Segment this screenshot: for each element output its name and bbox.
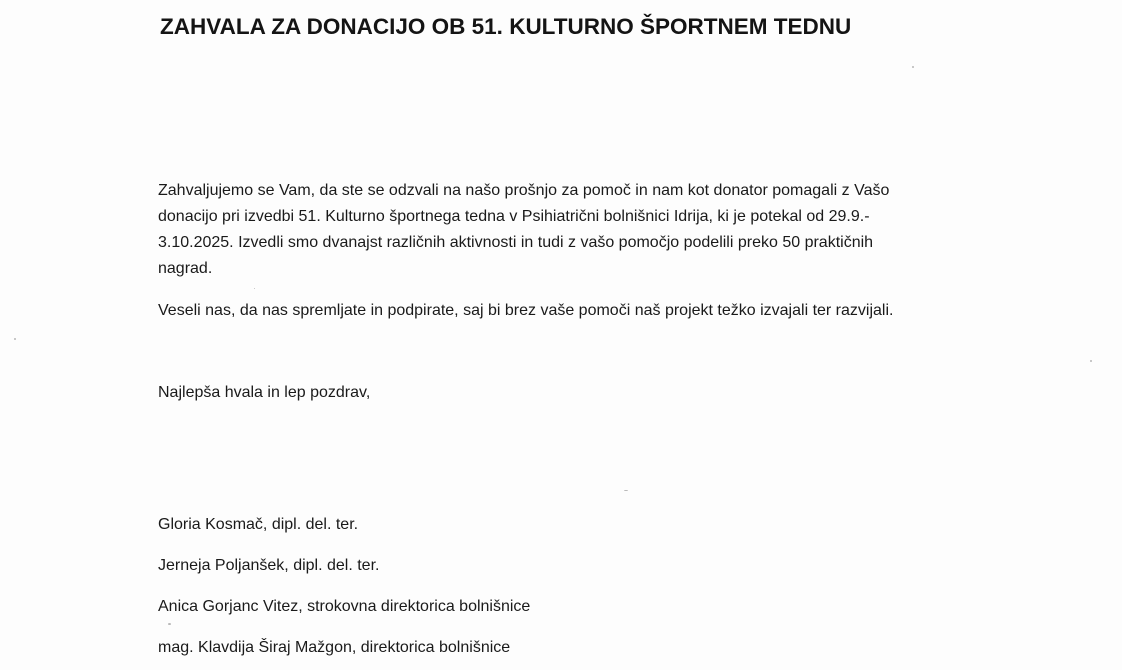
letter-title: ZAHVALA ZA DONACIJO OB 51. KULTURNO ŠPORTNEM TEDNU bbox=[160, 14, 852, 39]
scan-speck bbox=[254, 288, 255, 289]
signatory-name: mag. Klavdija Širaj Mažgon, direktorica bolnišnice bbox=[158, 639, 511, 656]
paragraph-line: Veseli nas, da nas spremljate in podpirate, saj bi brez vaše pomoči naš projekt težko izvajali ter razvijali. bbox=[158, 302, 894, 319]
closing-greeting bbox=[158, 380, 1008, 406]
signatory-name: Jerneja Poljanšek, dipl. del. ter. bbox=[158, 557, 380, 574]
signatory-name: Anica Gorjanc Vitez, strokovna direktorica bolnišnice bbox=[158, 598, 531, 615]
signatory-list bbox=[158, 512, 530, 670]
scan-speck bbox=[1090, 360, 1092, 362]
paragraph-line: donacijo pri izvedbi 51. Kulturno športnega tedna v Psihiatrični bolnišnici Idrija, ki je potekal od 29.9.- bbox=[158, 208, 870, 225]
scan-speck bbox=[912, 66, 914, 68]
thanks-paragraph bbox=[158, 178, 1008, 282]
scan-speck bbox=[14, 338, 16, 340]
support-paragraph bbox=[158, 298, 1008, 324]
paragraph-line: Zahvaljujemo se Vam, da ste se odzvali na našo prošnjo za pomoč in nam kot donator pomagali z Vašo bbox=[158, 182, 890, 199]
signatory-name: Gloria Kosmač, dipl. del. ter. bbox=[158, 516, 359, 533]
scan-speck bbox=[624, 490, 628, 491]
greeting-text: Najlepša hvala in lep pozdrav, bbox=[158, 384, 371, 401]
scan-speck bbox=[168, 623, 171, 625]
paragraph-line: 3.10.2025. Izvedli smo dvanajst različnih aktivnosti in tudi z vašo pomočjo podelili preko 50 praktičnih bbox=[158, 234, 874, 251]
paragraph-line: nagrad. bbox=[158, 260, 213, 277]
